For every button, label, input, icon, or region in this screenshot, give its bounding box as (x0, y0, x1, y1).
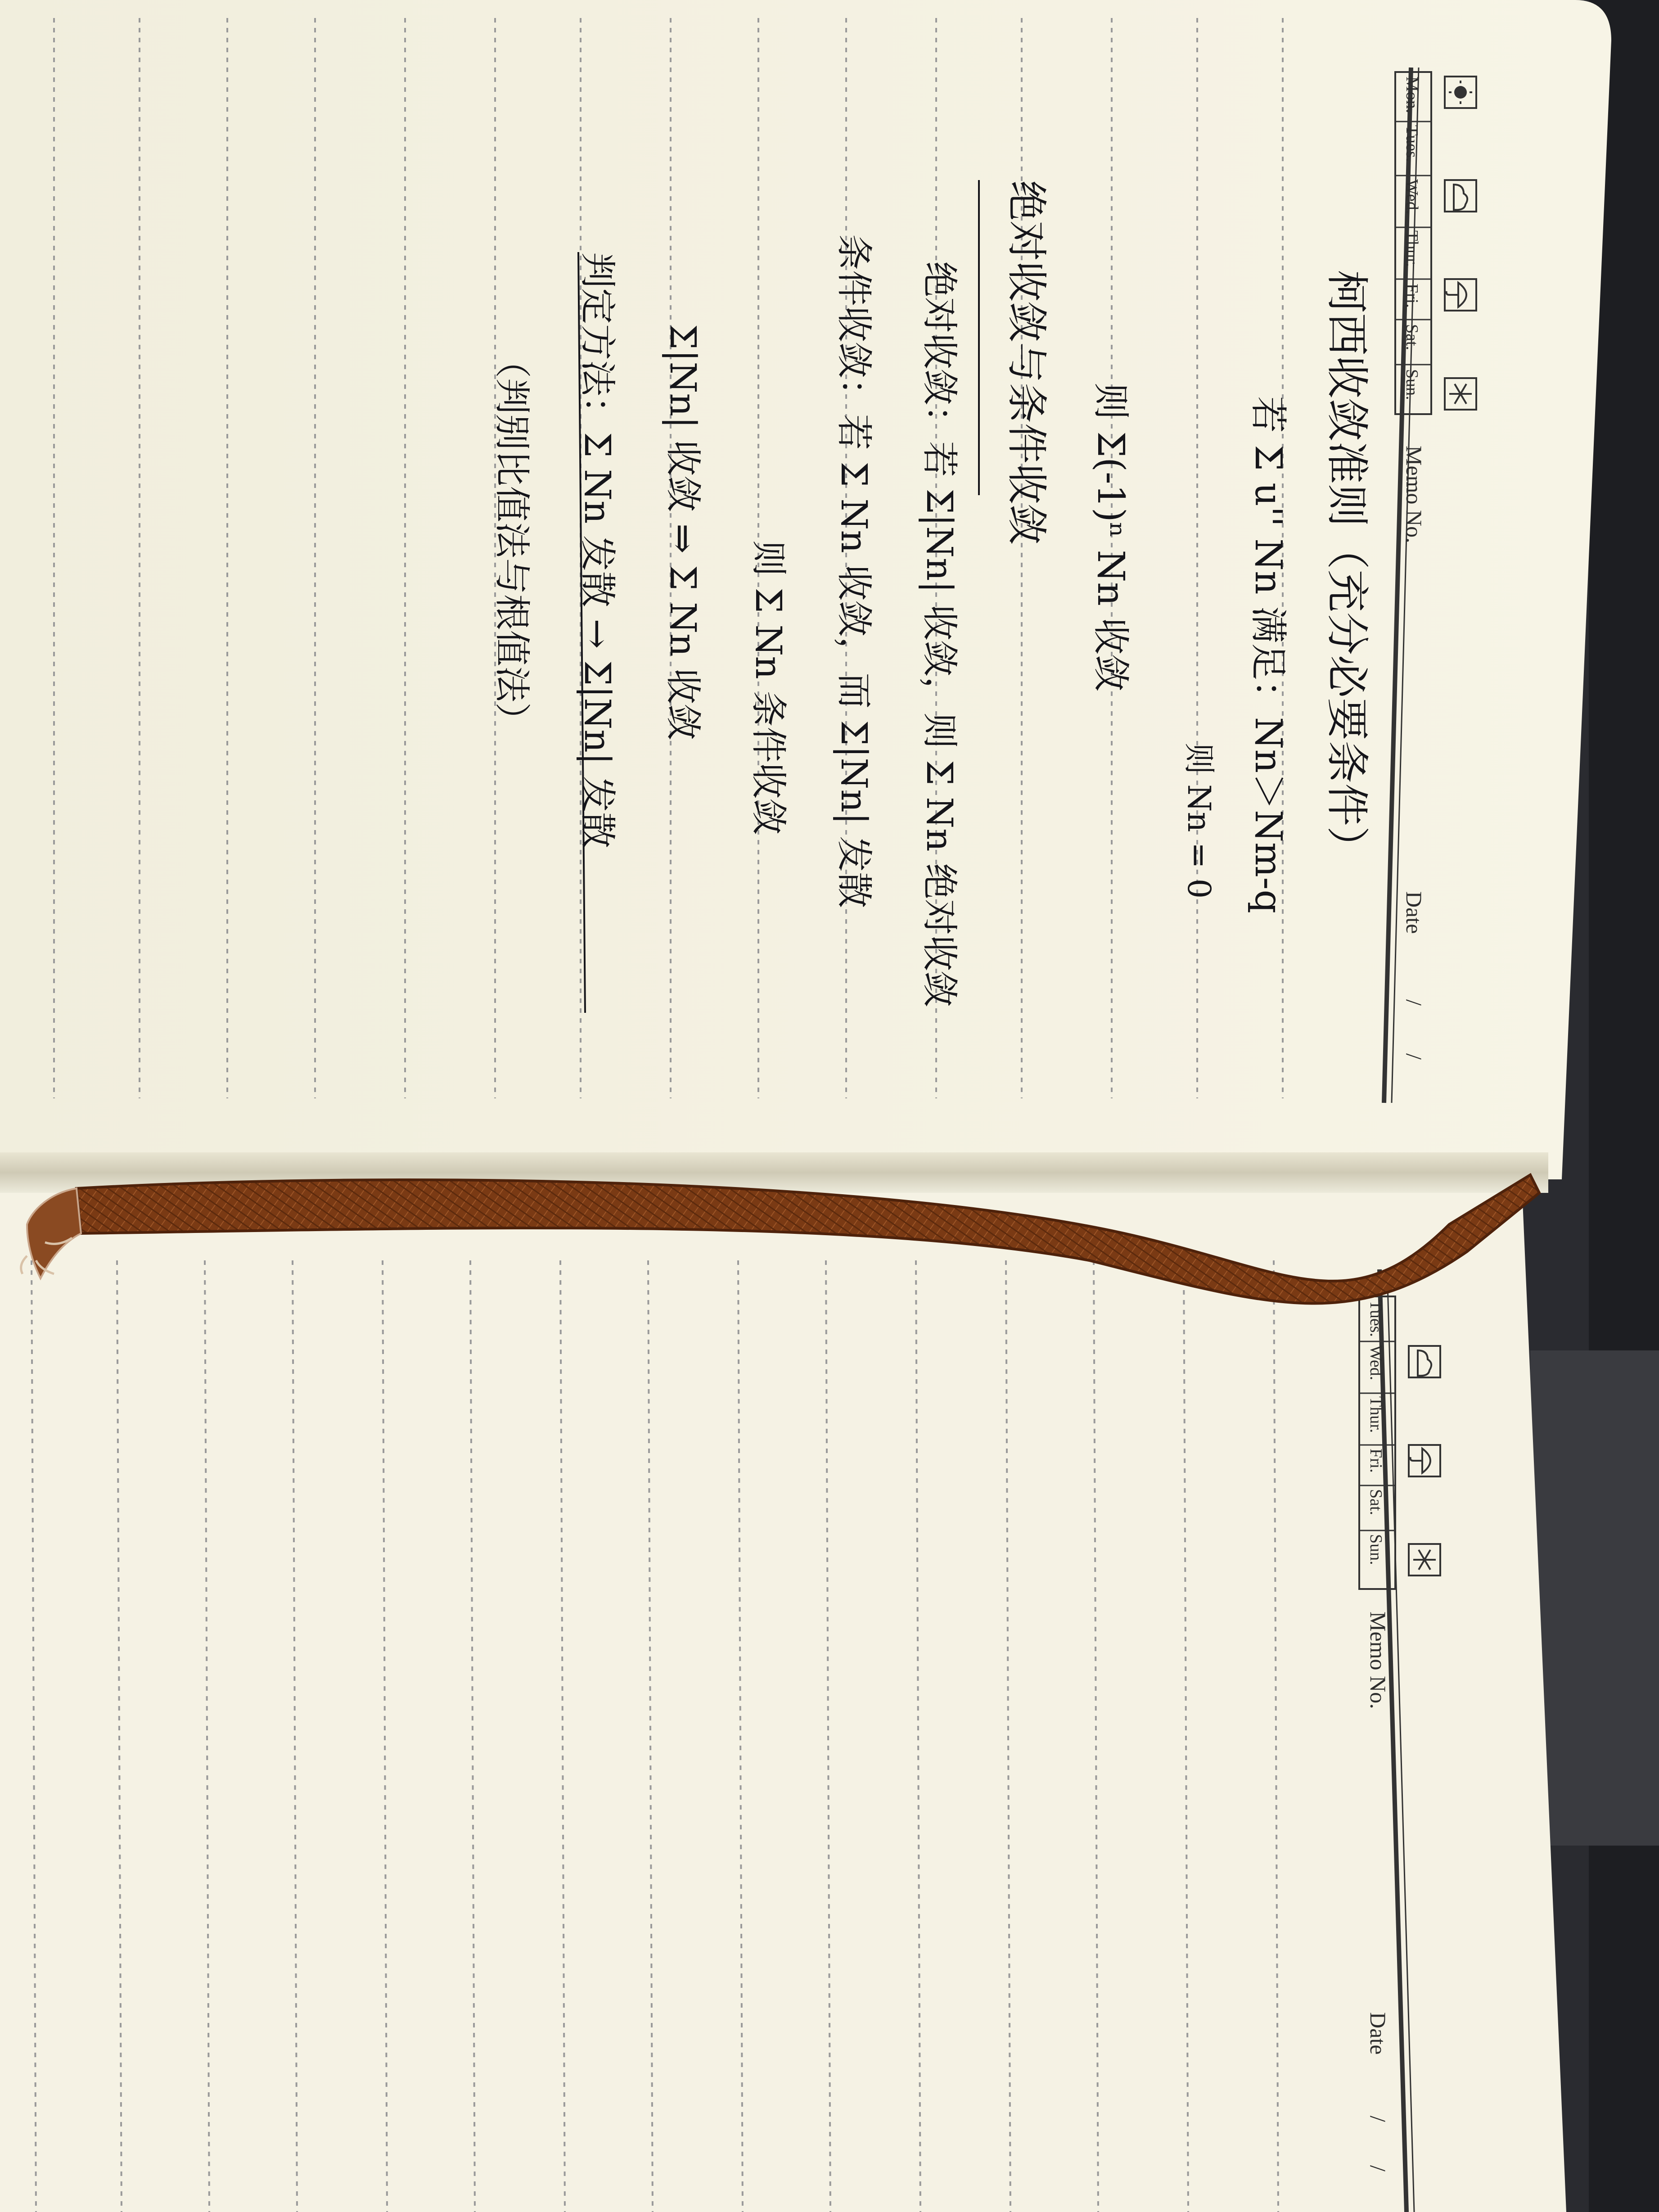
weekday-sat: Sat. (1402, 324, 1421, 351)
note-line-title: 柯西收敛准则（充分必要条件） (1322, 270, 1371, 869)
weekday-tues: Tues. (1366, 1300, 1385, 1337)
note-line-4: 则 Σ(-1)ⁿ Nn 收敛 (1089, 383, 1132, 692)
date-separator-2: / (1402, 1053, 1427, 1060)
date-separator-1: / (1402, 999, 1427, 1006)
weekday-thur: Thur. (1366, 1396, 1385, 1433)
weekday-tues: Tues. (1402, 125, 1421, 163)
note-line-3: 则 Nn = 0 (1181, 743, 1217, 899)
weekday-thur: Thur. (1402, 230, 1421, 267)
note-line-10: 判定方法：Σ Nn 发散 → Σ|Nn| 发散 (577, 252, 618, 849)
note-line-11: （判别比值法与根值法） (491, 342, 533, 738)
note-line-2: 若 Σ u'' Nn 满足：Nn＞Nm-q (1247, 396, 1289, 913)
weekday-wed: Wed. (1402, 179, 1421, 215)
date-label: Date (1402, 891, 1427, 934)
memo-label: Memo No. (1366, 1612, 1391, 1709)
lower-page (0, 1170, 1566, 2212)
date-label: Date (1366, 2012, 1391, 2055)
note-line-7: 条件收敛：若 Σ Nn 收敛，而 Σ|Nn| 发散 (833, 234, 875, 908)
weekday-fri: Fri. (1366, 1449, 1385, 1473)
note-line-6: 绝对收敛：若 Σ|Nn| 收敛，则 Σ Nn 绝对收敛 (919, 261, 960, 1007)
weekday-wed: Wed. (1366, 1345, 1385, 1381)
memo-label: Memo No. (1402, 446, 1427, 543)
weekday-sat: Sat. (1366, 1489, 1385, 1516)
weekday-sun: Sun. (1402, 369, 1421, 400)
weekday-mon: Mon. (1402, 77, 1421, 113)
note-line-8: 则 Σ Nn 条件收敛 (748, 540, 789, 835)
weekday-sun: Sun. (1366, 1534, 1385, 1565)
weekday-fri: Fri. (1402, 284, 1421, 308)
date-separator-2: / (1366, 2165, 1391, 2171)
note-line-5: 绝对收敛与条件收敛 (1003, 180, 1050, 545)
date-separator-1: / (1366, 2116, 1391, 2122)
note-line-9: Σ|Nn| 收敛 ⇒ Σ Nn 收敛 (662, 324, 704, 740)
